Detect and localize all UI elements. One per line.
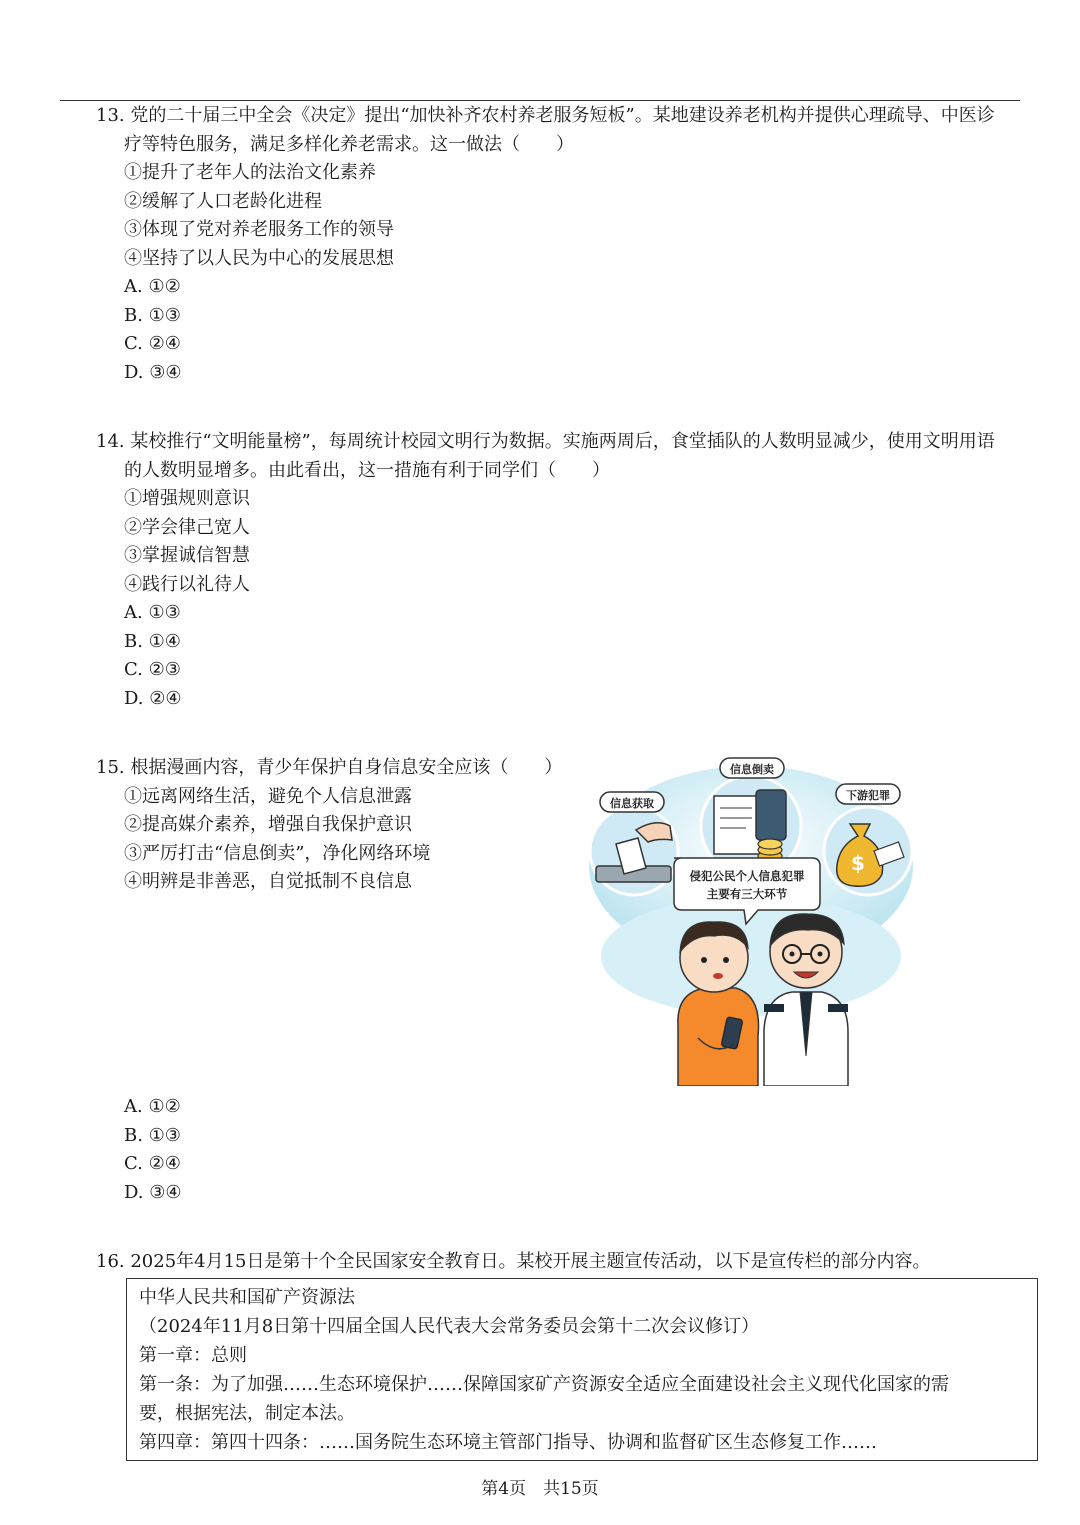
option-c: C. ②④: [124, 1153, 181, 1174]
statement: ③严厉打击“信息倒卖”，净化网络环境: [124, 842, 431, 864]
statement: ①增强规则意识: [124, 488, 250, 509]
question-15-options: [96, 1093, 396, 1207]
bubble-line-1: 侵犯公民个人信息犯罪: [689, 869, 805, 883]
option-c: C. ②③: [124, 659, 181, 680]
option-d: D. ③④: [124, 361, 182, 383]
statement: ③掌握诚信智慧: [124, 545, 250, 566]
header-rule: [60, 100, 1020, 101]
page-footer: 第4页 共15页: [481, 1479, 599, 1499]
svg-text:$: $: [851, 851, 865, 875]
question-13-stem: 13. 党的二十届三中全会《决定》提出“加快补齐农村养老服务短板”。某地建设养老机构并提供心理疏导、中医诊 疗等特色服务，满足多样化养老需求。这一做法（ ）: [96, 105, 995, 155]
statement: ①远离网络生活，避免个人信息泄露: [124, 785, 412, 807]
phone-icon: [756, 790, 786, 840]
notice-board: [126, 1278, 1038, 1461]
option-d: D. ③④: [124, 1181, 182, 1203]
question-15: [96, 754, 576, 897]
notice-line: 要，根据宪法，制定本法。: [139, 1403, 355, 1424]
statement: ①提升了老年人的法治文化素养: [124, 162, 376, 183]
statement: ②提高媒介素养，增强自我保护意识: [124, 814, 412, 835]
question-16-stem: 16. 2025年4月15日是第十个全民国家安全教育日。某校开展主题宣传活动，以下是宣传栏的部分内容。: [96, 1251, 931, 1272]
question-15-stem: 15. 根据漫画内容，青少年保护自身信息安全应该（ ）: [96, 757, 563, 778]
comic-illustration: [586, 756, 916, 1086]
statement: ④坚持了以人民为中心的发展思想: [124, 247, 394, 269]
notice-line: 第一条：为了加强……生态环境保护……保障国家矿产资源安全适应全面建设社会主义现代化国家的需: [139, 1374, 949, 1395]
notice-line: （2024年11月8日第十四届全国人民代表大会常务委员会第十二次会议修订）: [139, 1316, 760, 1337]
label-info-sell: 信息倒卖: [730, 763, 774, 776]
statement: ④践行以礼待人: [124, 573, 250, 595]
option-a: A. ①③: [124, 602, 181, 623]
notice-line: 第四章：第四十四条：……国务院生态环境主管部门指导、协调和监督矿区生态修复工作……: [139, 1432, 877, 1453]
statement: ④明辨是非善恶，自觉抵制不良信息: [124, 871, 412, 892]
option-b: B. ①③: [124, 304, 181, 326]
notice-line: 中华人民共和国矿产资源法: [139, 1287, 355, 1308]
statement: ②学会律己宽人: [124, 516, 250, 538]
option-a: A. ①②: [124, 1096, 181, 1117]
document-icon: [714, 796, 760, 854]
bubble-line-2: 主要有三大环节: [706, 887, 788, 901]
question-13: [96, 102, 1040, 387]
label-info-get: 信息获取: [610, 797, 654, 810]
option-b: B. ①③: [124, 1124, 181, 1146]
question-14-stem: 14. 某校推行“文明能量榜”，每周统计校园文明行为数据。实施两周后，食堂插队的人数明显减少，使用文明用语 的人数明显增多。由此看出，这一措施有利于同学们（ ）: [96, 431, 995, 481]
option-d: D. ②④: [124, 687, 182, 709]
notice-line: 第一章：总则: [139, 1345, 247, 1366]
question-14: [96, 428, 1040, 713]
option-b: B. ①④: [124, 630, 181, 652]
officer-figure: [764, 914, 848, 1086]
statement: ②缓解了人口老龄化进程: [124, 190, 322, 212]
label-downstream-crime: 下游犯罪: [846, 789, 890, 802]
statement: ③体现了党对养老服务工作的领导: [124, 219, 394, 240]
option-a: A. ①②: [124, 276, 181, 297]
boy-figure: [678, 922, 759, 1086]
option-c: C. ②④: [124, 333, 181, 354]
question-16: [96, 1248, 1040, 1277]
